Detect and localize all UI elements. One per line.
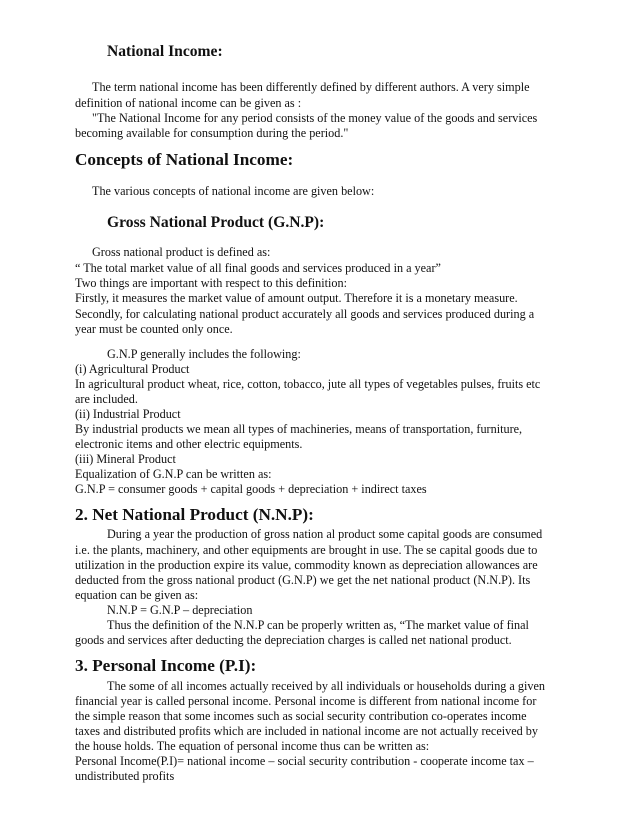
paragraph-line: Secondly, for calculating national product accurately all goods and services produced during a [75,307,535,321]
paragraph-line: utilization in the production expire its value, commodity known as depreciation allowances are [75,558,538,572]
paragraph-line: (iii) Mineral Product [75,452,176,466]
paragraph-line: becoming available for consumption during the period." [75,126,349,140]
paragraph-line: Two things are important with respect to this definition: [75,276,347,290]
paragraph-line: Gross national product is defined as: [92,245,271,259]
paragraph-line: N.N.P = G.N.P – depreciation [107,603,253,617]
paragraph-line: In agricultural product wheat, rice, cotton, tobacco, jute all types of vegetables pulses, fruits etc [75,377,541,391]
concepts-heading: Concepts of National Income: [75,150,294,169]
paragraph-line: The some of all incomes actually received by all individuals or households during a given [107,679,545,693]
nnp-heading: 2. Net National Product (N.N.P): [75,505,314,524]
paragraph-line: undistributed profits [75,769,175,783]
paragraph-line: The term national income has been differently defined by different authors. A very simple [92,80,530,94]
paragraph-line: electronic items and other electric equipments. [75,437,303,451]
paragraph-line: (i) Agricultural Product [75,362,190,376]
paragraph-line: definition of national income can be given as : [75,96,302,110]
paragraph-line: year must be counted only once. [75,322,233,336]
paragraph-line: financial year is called personal income. Personal income is different from national income for [75,694,537,708]
paragraph-line: i.e. the plants, machinery, and other equipments are brought in use. The se capital goods due to [75,543,538,557]
paragraph-line: are included. [75,392,138,406]
paragraph-line: “ The total market value of all final goods and services produced in a year” [75,261,441,275]
paragraph-line: G.N.P = consumer goods + capital goods + depreciation + indirect taxes [75,482,427,496]
paragraph-line: deducted from the gross national product (G.N.P) we get the net national product (N.N.P). Its [75,573,531,587]
paragraph-line: Firstly, it measures the market value of amount output. Therefore it is a monetary measure. [75,291,518,305]
national-income-heading: National Income: [107,43,223,60]
paragraph-line: taxes and distributed profits which are included in national income are not actually received by [75,724,538,738]
paragraph-line: Equalization of G.N.P can be written as: [75,467,272,481]
concepts-intro: The various concepts of national income are given below: [92,184,375,198]
paragraph-line: goods and services after deducting the depreciation charges is called net national product. [75,633,512,647]
paragraph-line: Thus the definition of the N.N.P can be properly written as, “The market value of final [107,618,529,632]
gnp-heading: Gross National Product (G.N.P): [107,214,325,231]
paragraph-line: Personal Income(P.I)= national income – social security contribution - cooperate income tax – [75,754,534,768]
paragraph-line: equation can be given as: [75,588,199,602]
paragraph-line: G.N.P generally includes the following: [107,347,301,361]
paragraph-line: the simple reason that some incomes such as social security contribution co-operates income [75,709,527,723]
paragraph-line: (ii) Industrial Product [75,407,181,421]
paragraph-line: By industrial products we mean all types of machineries, means of transportation, furniture, [75,422,523,436]
paragraph-line: "The National Income for any period consists of the money value of the goods and services [92,111,538,125]
paragraph-line: During a year the production of gross nation al product some capital goods are consumed [107,527,543,541]
paragraph-line: the house holds. The equation of personal income thus can be written as: [75,739,430,753]
pi-heading: 3. Personal Income (P.I): [75,656,257,675]
